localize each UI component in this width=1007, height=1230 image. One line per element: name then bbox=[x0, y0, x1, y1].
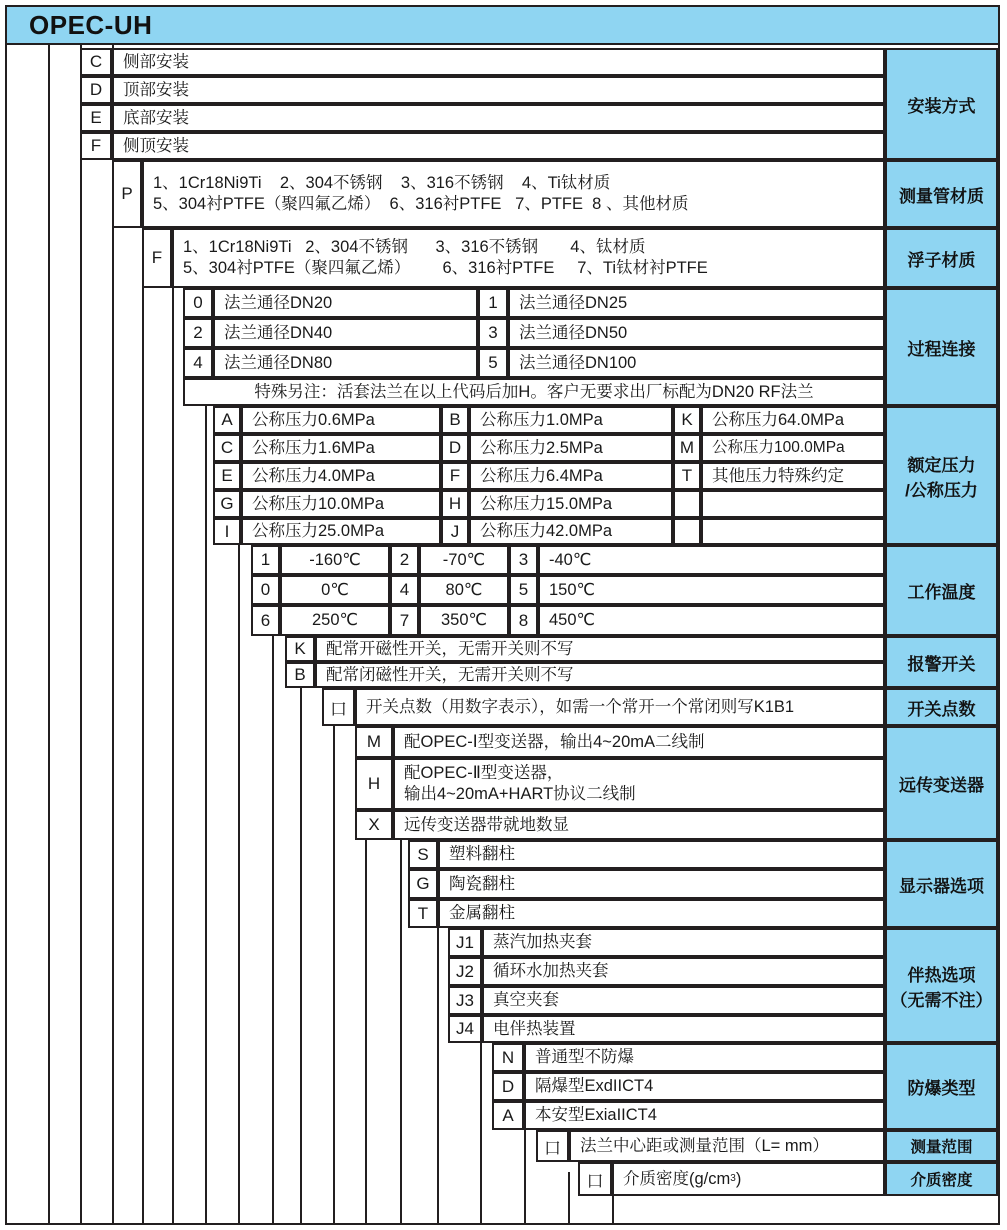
code-cell: D bbox=[80, 76, 112, 104]
desc-cell bbox=[393, 758, 885, 810]
code-cell: 6 bbox=[251, 605, 280, 636]
guide-line-2 bbox=[80, 45, 82, 1223]
desc-cell: 电伴热装置 bbox=[482, 1015, 885, 1043]
category-label bbox=[885, 928, 998, 1043]
category-label-text: 测量范围 bbox=[910, 1139, 973, 1156]
desc-cell: 底部安装 bbox=[112, 104, 885, 132]
category-label-text: 过程连接 bbox=[907, 339, 976, 359]
category-label bbox=[885, 636, 998, 688]
code-cell: 口 bbox=[536, 1130, 569, 1162]
process-connection-note: 特殊另注：活套法兰在以上代码后加H。客户无要求出厂标配为DN20 RF法兰 bbox=[183, 378, 885, 406]
category-label-line-1: 伴热选项 bbox=[907, 965, 976, 985]
desc-cell: 配常开磁性开关，无需开关则不写 bbox=[315, 636, 885, 662]
guide-line-14 bbox=[480, 1043, 482, 1223]
desc-cell: 公称压力1.0MPa bbox=[469, 406, 673, 434]
desc-cell: 隔爆型ExdIICT4 bbox=[524, 1072, 885, 1101]
category-label bbox=[885, 688, 998, 726]
code-cell: I bbox=[213, 518, 241, 545]
guide-line-16 bbox=[568, 1172, 570, 1223]
code-cell: M bbox=[673, 434, 701, 462]
code-cell: K bbox=[285, 636, 315, 662]
code-cell: 3 bbox=[478, 318, 508, 348]
category-label-text: 防爆类型 bbox=[907, 1079, 976, 1098]
guide-line-13 bbox=[437, 928, 439, 1223]
desc-line-1: 1、1Cr18Ni9Ti 2、304不锈钢 3、316不锈钢 4、钛材质 bbox=[183, 238, 646, 257]
code-cell: 8 bbox=[509, 605, 538, 636]
desc-line-2: 5、304衬PTFE（聚四氟乙烯） 6、316衬PTFE 7、PTFE 8 、其他材质 bbox=[153, 195, 689, 213]
desc-cell: 350℃ bbox=[419, 605, 509, 636]
category-label bbox=[885, 1043, 998, 1130]
desc-cell: 公称压力25.0MPa bbox=[241, 518, 441, 545]
desc-cell: 侧顶安装 bbox=[112, 132, 885, 160]
desc-line-2: 输出4~20mA+HART协议二线制 bbox=[404, 785, 636, 803]
code-cell: 5 bbox=[478, 348, 508, 378]
desc-text-sup: 3 bbox=[730, 1172, 736, 1184]
code-cell: F bbox=[80, 132, 112, 160]
desc-cell bbox=[612, 1162, 885, 1196]
desc-cell: 公称压力2.5MPa bbox=[469, 434, 673, 462]
page-title: OPEC-UH bbox=[29, 9, 153, 40]
code-cell: 3 bbox=[509, 545, 538, 575]
category-label bbox=[885, 48, 998, 160]
guide-line-5 bbox=[172, 228, 174, 1223]
guide-line-15 bbox=[524, 1130, 526, 1223]
category-label-text: 工作温度 bbox=[907, 583, 976, 602]
category-label-text: 介质密度 bbox=[910, 1172, 973, 1189]
code-cell: C bbox=[80, 48, 112, 76]
desc-cell: 塑料翻柱 bbox=[438, 840, 885, 869]
code-cell: D bbox=[441, 434, 469, 462]
desc-cell: 法兰通径DN20 bbox=[213, 288, 478, 318]
code-cell: H bbox=[355, 758, 393, 810]
page-title-bar bbox=[5, 5, 1000, 45]
desc-cell: 法兰通径DN25 bbox=[508, 288, 885, 318]
code-cell: J4 bbox=[448, 1015, 482, 1043]
category-label-text: 浮子材质 bbox=[907, 250, 976, 270]
guide-line-1 bbox=[48, 45, 50, 1223]
guide-line-8 bbox=[272, 545, 274, 1223]
code-cell: E bbox=[80, 104, 112, 132]
desc-cell: 陶瓷翻柱 bbox=[438, 869, 885, 899]
code-cell: 1 bbox=[251, 545, 280, 575]
desc-cell: 0℃ bbox=[280, 575, 390, 605]
desc-cell: 其他压力特殊约定 bbox=[701, 462, 885, 490]
desc-cell: 公称压力0.6MPa bbox=[241, 406, 441, 434]
code-cell: 4 bbox=[390, 575, 419, 605]
desc-cell: 真空夹套 bbox=[482, 986, 885, 1015]
code-cell: 0 bbox=[183, 288, 213, 318]
desc-cell: -160℃ bbox=[280, 545, 390, 575]
desc-cell: 450℃ bbox=[538, 605, 885, 636]
guide-line-9 bbox=[300, 636, 302, 1223]
desc-cell: 法兰通径DN50 bbox=[508, 318, 885, 348]
desc-cell: 开关点数（用数字表示），如需一个常开一个常闭则写K1B1 bbox=[355, 688, 885, 726]
code-cell-empty bbox=[673, 518, 701, 545]
desc-cell: 配常闭磁性开关，无需开关则不写 bbox=[315, 662, 885, 688]
desc-cell: 80℃ bbox=[419, 575, 509, 605]
desc-cell: 法兰通径DN100 bbox=[508, 348, 885, 378]
desc-cell: 法兰通径DN40 bbox=[213, 318, 478, 348]
category-label-text: 显示器选项 bbox=[899, 876, 984, 896]
category-label bbox=[885, 160, 998, 228]
desc-cell: 蒸汽加热夹套 bbox=[482, 928, 885, 957]
code-cell: T bbox=[408, 899, 438, 928]
desc-line-1: 配OPEC-Ⅱ型变送器， bbox=[404, 764, 564, 783]
code-cell: H bbox=[441, 490, 469, 518]
desc-text-post: ) bbox=[735, 1169, 742, 1188]
desc-cell: 侧部安装 bbox=[112, 48, 885, 76]
code-cell: B bbox=[441, 406, 469, 434]
category-label bbox=[885, 1130, 998, 1162]
desc-cell: 公称压力1.6MPa bbox=[241, 434, 441, 462]
desc-line-1: 1、1Cr18Ni9Ti 2、304不锈钢 3、316不锈钢 4、Ti钛材质 bbox=[153, 174, 611, 193]
code-cell: 口 bbox=[578, 1162, 612, 1196]
code-cell: 0 bbox=[251, 575, 280, 605]
frame-right-edge bbox=[998, 45, 1000, 1225]
category-label-line-1: 额定压力 bbox=[907, 455, 976, 475]
desc-cell: 循环水加热夹套 bbox=[482, 957, 885, 986]
desc-cell-empty bbox=[701, 518, 885, 545]
guide-line-12 bbox=[400, 840, 402, 1223]
desc-cell: 法兰中心距或测量范围（L= mm） bbox=[569, 1130, 885, 1162]
category-label-text: 测量管材质 bbox=[899, 186, 984, 206]
category-label bbox=[885, 545, 998, 636]
desc-text-pre: 介质密度(g/cm bbox=[623, 1169, 731, 1188]
code-cell: B bbox=[285, 662, 315, 688]
guide-line-10 bbox=[333, 688, 335, 1223]
frame-bottom-edge bbox=[5, 1223, 1000, 1225]
code-cell: K bbox=[673, 406, 701, 434]
desc-cell: -40℃ bbox=[538, 545, 885, 575]
desc-cell: 本安型ExiaIICT4 bbox=[524, 1101, 885, 1130]
code-cell: E bbox=[213, 462, 241, 490]
guide-line-6 bbox=[205, 288, 207, 1223]
category-label-text: 安装方式 bbox=[907, 96, 976, 116]
category-label-text: 远传变送器 bbox=[899, 775, 984, 795]
code-cell: J3 bbox=[448, 986, 482, 1015]
code-cell: D bbox=[492, 1072, 524, 1101]
desc-cell: 150℃ bbox=[538, 575, 885, 605]
category-label-line-2: （无需不注） bbox=[890, 990, 993, 1010]
frame-left-edge bbox=[5, 45, 7, 1225]
desc-cell-empty bbox=[701, 490, 885, 518]
desc-cell bbox=[172, 228, 885, 288]
desc-cell: 250℃ bbox=[280, 605, 390, 636]
code-cell-empty bbox=[673, 490, 701, 518]
desc-cell: 公称压力100.0MPa bbox=[701, 434, 885, 462]
category-label bbox=[885, 726, 998, 840]
code-cell: 5 bbox=[509, 575, 538, 605]
desc-line-2: 5、304衬PTFE（聚四氟乙烯） 6、316衬PTFE 7、Ti钛材衬PTFE bbox=[183, 259, 708, 277]
category-label bbox=[885, 228, 998, 288]
desc-cell: 配OPEC-Ⅰ型变送器，输出4~20mA二线制 bbox=[393, 726, 885, 758]
code-cell: T bbox=[673, 462, 701, 490]
code-cell: X bbox=[355, 810, 393, 840]
desc-cell: -70℃ bbox=[419, 545, 509, 575]
desc-cell: 公称压力42.0MPa bbox=[469, 518, 673, 545]
code-cell: 2 bbox=[183, 318, 213, 348]
category-label bbox=[885, 406, 998, 545]
category-label-line-2: /公称压力 bbox=[905, 480, 978, 500]
code-cell: M bbox=[355, 726, 393, 758]
code-cell: A bbox=[492, 1101, 524, 1130]
code-cell: 7 bbox=[390, 605, 419, 636]
code-cell: J1 bbox=[448, 928, 482, 957]
desc-cell: 普通型不防爆 bbox=[524, 1043, 885, 1072]
code-cell: J2 bbox=[448, 957, 482, 986]
category-label bbox=[885, 840, 998, 928]
code-cell: 4 bbox=[183, 348, 213, 378]
code-cell: G bbox=[213, 490, 241, 518]
desc-cell: 公称压力64.0MPa bbox=[701, 406, 885, 434]
code-cell: 口 bbox=[322, 688, 355, 726]
desc-cell: 公称压力4.0MPa bbox=[241, 462, 441, 490]
category-label bbox=[885, 1162, 998, 1196]
category-label-text: 开关点数 bbox=[907, 699, 976, 719]
code-cell: 2 bbox=[390, 545, 419, 575]
desc-cell: 远传变送器带就地数显 bbox=[393, 810, 885, 840]
code-cell: P bbox=[112, 160, 142, 228]
code-cell: N bbox=[492, 1043, 524, 1072]
code-cell: F bbox=[142, 228, 172, 288]
desc-cell: 顶部安装 bbox=[112, 76, 885, 104]
guide-line-4 bbox=[142, 160, 144, 1223]
guide-line-17 bbox=[612, 1196, 614, 1223]
code-cell: A bbox=[213, 406, 241, 434]
desc-cell: 公称压力6.4MPa bbox=[469, 462, 673, 490]
code-cell: C bbox=[213, 434, 241, 462]
code-cell: S bbox=[408, 840, 438, 869]
desc-cell: 公称压力15.0MPa bbox=[469, 490, 673, 518]
desc-cell: 公称压力10.0MPa bbox=[241, 490, 441, 518]
desc-cell bbox=[142, 160, 885, 228]
code-cell: J bbox=[441, 518, 469, 545]
category-label bbox=[885, 288, 998, 406]
desc-cell: 法兰通径DN80 bbox=[213, 348, 478, 378]
category-label-text: 报警开关 bbox=[907, 654, 976, 674]
code-cell: 1 bbox=[478, 288, 508, 318]
desc-cell: 金属翻柱 bbox=[438, 899, 885, 928]
code-cell: G bbox=[408, 869, 438, 899]
code-cell: F bbox=[441, 462, 469, 490]
